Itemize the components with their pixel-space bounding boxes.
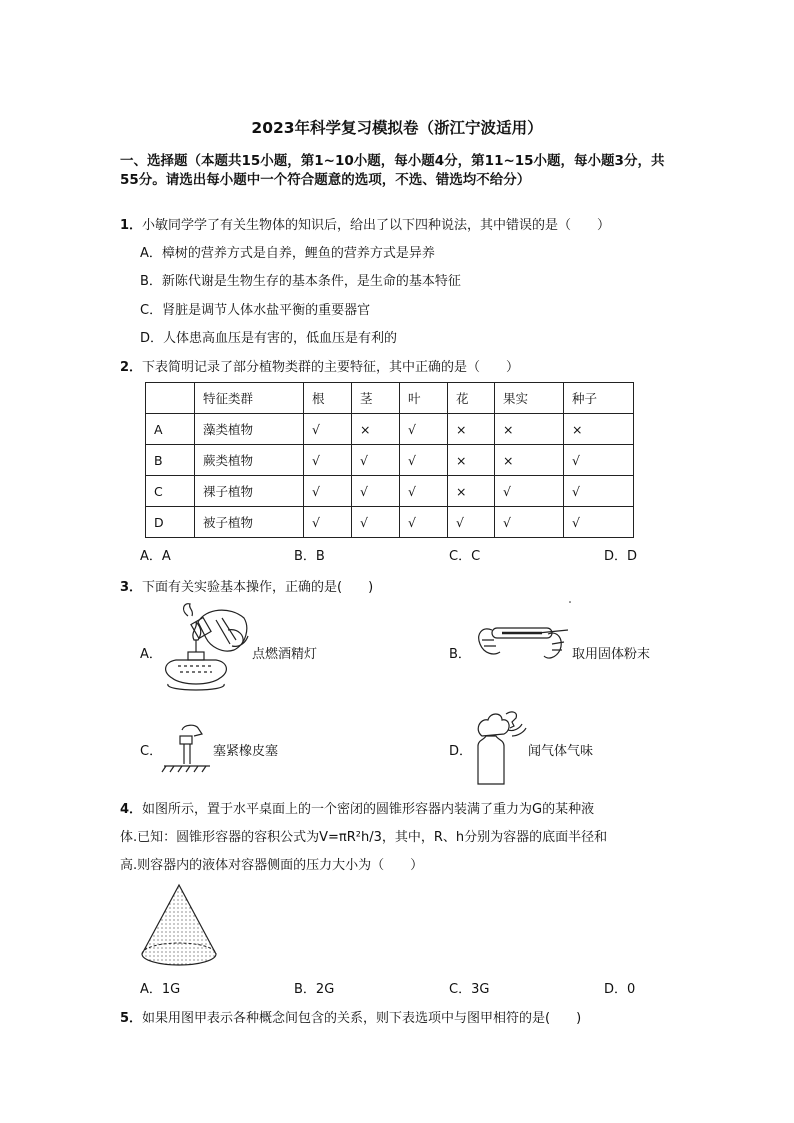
question-stem: 下表简明记录了部分植物类群的主要特征，其中正确的是（ ） xyxy=(142,360,520,375)
table-cell: × xyxy=(448,414,495,445)
q2-option-a: A．A xyxy=(140,549,171,564)
question-4-line-3: 高.则容器内的液体对容器侧面的压力大小为（ ） xyxy=(120,858,424,873)
q3-option-a-caption: 点燃酒精灯 xyxy=(252,647,318,662)
table-cell: 根 xyxy=(304,383,352,414)
table-row xyxy=(146,507,634,538)
question-stem: 如图所示，置于水平桌面上的一个密闭的圆锥形容器内装满了重力为G的某种液 xyxy=(142,802,595,817)
page-title: 2023年科学复习模拟卷（浙江宁波适用） xyxy=(251,119,543,137)
table-cell: × xyxy=(352,414,400,445)
table-cell: √ xyxy=(564,445,634,476)
q3-option-b-letter: B． xyxy=(449,647,471,662)
table-cell: × xyxy=(448,476,495,507)
question-number: 2． xyxy=(120,360,143,375)
table-cell: B xyxy=(146,445,195,476)
question-number: 5． xyxy=(120,1011,143,1026)
table-header-row xyxy=(146,383,634,414)
table-cell: × xyxy=(564,414,634,445)
test-tube-powder-icon xyxy=(472,600,572,680)
question-4-line-2: 体.已知：圆锥形容器的容积公式为V=πR²h/3，其中，R、h分别为容器的底面半径和 xyxy=(120,830,608,845)
table-cell: √ xyxy=(304,476,352,507)
table-row xyxy=(146,414,634,445)
table-cell: A xyxy=(146,414,195,445)
table-cell: 蕨类植物 xyxy=(195,445,304,476)
q4-option-b: B．2G xyxy=(294,982,335,997)
table-cell: × xyxy=(495,445,564,476)
cone-container-icon xyxy=(140,882,220,972)
table-cell: 被子植物 xyxy=(195,507,304,538)
question-stem: 如果用图甲表示各种概念间包含的关系，则下表选项中与图甲相符的是( ) xyxy=(142,1011,582,1026)
table-cell xyxy=(146,383,195,414)
table-cell: √ xyxy=(400,414,448,445)
alcohol-lamp-icon xyxy=(158,600,254,700)
question-number: 3． xyxy=(120,580,143,595)
table-cell: √ xyxy=(564,507,634,538)
table-cell: C xyxy=(146,476,195,507)
table-cell: 叶 xyxy=(400,383,448,414)
table-cell: √ xyxy=(304,507,352,538)
table-cell: √ xyxy=(304,445,352,476)
table-cell: 花 xyxy=(448,383,495,414)
table-cell: 特征类群 xyxy=(195,383,304,414)
table-row xyxy=(146,476,634,507)
q1-option-b: B．新陈代谢是生物生存的基本条件，是生命的基本特征 xyxy=(140,274,461,289)
q3-option-c-caption: 塞紧橡皮塞 xyxy=(213,744,279,759)
table-cell: √ xyxy=(400,476,448,507)
table-cell: 种子 xyxy=(564,383,634,414)
table-cell: 裸子植物 xyxy=(195,476,304,507)
table-cell: D xyxy=(146,507,195,538)
question-stem: 下面有关实验基本操作，正确的是( ) xyxy=(142,580,374,595)
table-cell: 藻类植物 xyxy=(195,414,304,445)
q4-option-d: D．0 xyxy=(604,982,636,997)
q1-option-d: D．人体患高血压是有害的，低血压是有利的 xyxy=(140,331,398,346)
q2-option-c: C．C xyxy=(449,549,481,564)
q1-option-a: A．樟树的营养方式是自养，鲤鱼的营养方式是异养 xyxy=(140,246,435,261)
table-cell: × xyxy=(448,445,495,476)
q3-option-b-caption: 取用固体粉末 xyxy=(572,647,651,662)
q3-option-d-caption: 闻气体气味 xyxy=(528,744,594,759)
q2-option-b: B．B xyxy=(294,549,325,564)
table-cell: √ xyxy=(304,414,352,445)
table-cell: × xyxy=(495,414,564,445)
smell-gas-icon xyxy=(468,706,528,786)
table-cell: √ xyxy=(352,445,400,476)
table-cell: √ xyxy=(564,476,634,507)
question-number: 4． xyxy=(120,802,143,817)
table-cell: √ xyxy=(352,476,400,507)
question-5 xyxy=(120,1007,581,1026)
q4-option-a: A．1G xyxy=(140,982,181,997)
plant-feature-table xyxy=(145,382,634,538)
section-heading: 一、选择题（本题共15小题，第1~10小题，每小题4分，第11~15小题，每小题3分，共 55分。请选出每小题中一个符合题意的选项，不选、错选均不给分） xyxy=(120,153,665,188)
table-cell: √ xyxy=(352,507,400,538)
table-cell: √ xyxy=(400,507,448,538)
table-cell: √ xyxy=(400,445,448,476)
question-3 xyxy=(120,576,373,595)
question-stem: 小敏同学学了有关生物体的知识后，给出了以下四种说法，其中错误的是（ ） xyxy=(142,218,611,233)
rubber-stopper-icon xyxy=(162,722,212,774)
q3-option-a-letter: A． xyxy=(140,647,162,662)
table-cell: 茎 xyxy=(352,383,400,414)
question-2 xyxy=(120,356,519,375)
q2-option-d: D．D xyxy=(604,549,638,564)
q1-option-c: C．肾脏是调节人体水盐平衡的重要器官 xyxy=(140,303,371,318)
table-cell: 果实 xyxy=(495,383,564,414)
table-cell: √ xyxy=(495,507,564,538)
q3-option-d-letter: D． xyxy=(449,744,473,759)
table-cell: √ xyxy=(495,476,564,507)
question-1 xyxy=(120,214,610,233)
table-cell: √ xyxy=(448,507,495,538)
question-4-line-1 xyxy=(120,798,594,817)
q4-option-c: C．3G xyxy=(449,982,490,997)
table-row xyxy=(146,445,634,476)
question-number: 1． xyxy=(120,218,143,233)
q3-option-c-letter: C． xyxy=(140,744,163,759)
